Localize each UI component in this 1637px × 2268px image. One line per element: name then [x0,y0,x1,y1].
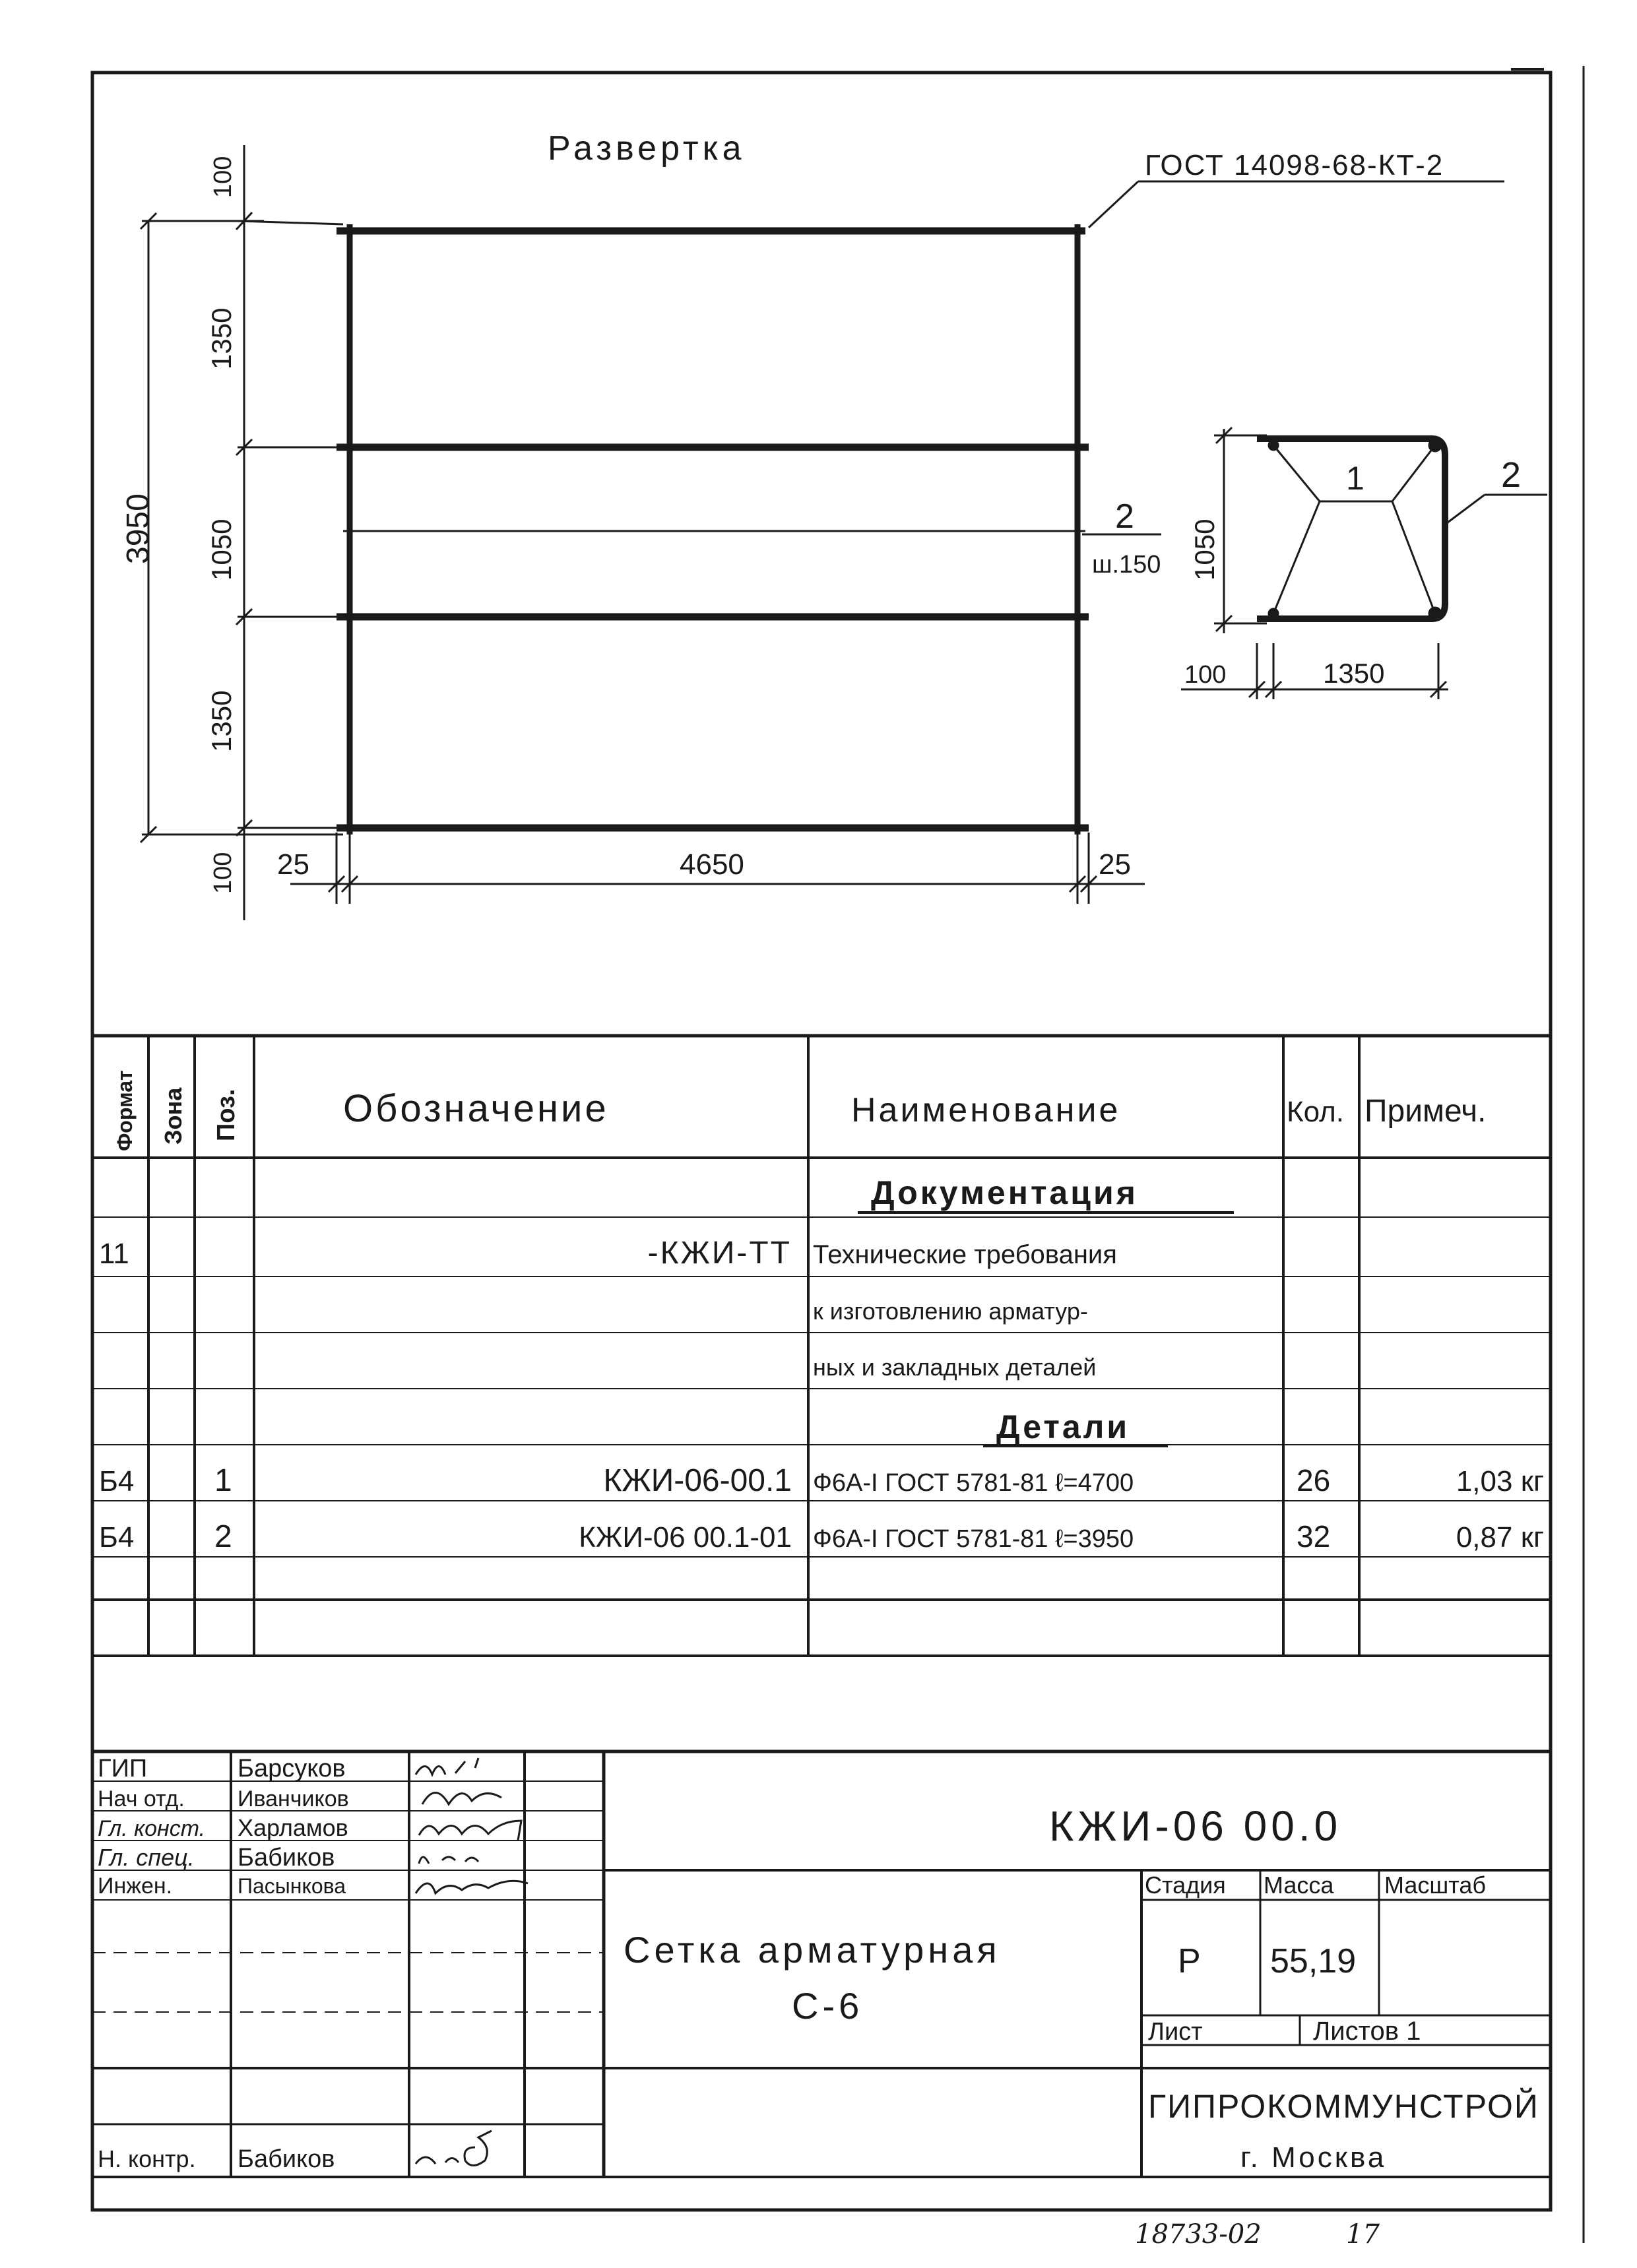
section-height: 1050 [1189,519,1220,581]
dim-span-lower: 1350 [206,690,237,752]
org-name: ГИПРОКОММУНСТРОЙ [1148,2088,1539,2125]
sheets-label: Листов 1 [1313,2017,1421,2046]
drawing-title: Развертка [548,129,746,168]
col-header-note: Примеч. [1364,1094,1487,1129]
item-name-line2: С-6 [792,1985,864,2027]
role-chief-constructor: Гл. конст. [98,1816,206,1841]
section-parts: Детали [996,1408,1130,1445]
role-gip: ГИП [98,1755,148,1782]
doc-row-designation: -КЖИ-ТТ [647,1236,792,1271]
dim-span-middle: 1050 [206,519,237,581]
bar-callout [1082,181,1504,534]
dim-left-offset: 25 [277,848,309,881]
role-engineer: Инжен. [98,1874,173,1899]
item-name-line1: Сетка арматурная [624,1929,1001,1970]
doc-code: КЖИ-06 00.0 [1049,1802,1342,1850]
section-margin: 100 [1184,661,1227,689]
part-note: 1,03 кг [1456,1465,1544,1497]
section-docs: Документация [871,1174,1138,1211]
spec-table-grid [92,1036,1551,1656]
dim-right-offset: 25 [1099,848,1131,881]
part-format: Б4 [99,1521,135,1554]
dim-overall-height: 3950 [121,493,156,564]
bar-callout-pitch: ш.150 [1092,551,1161,579]
col-header-format: Формат [113,1070,137,1151]
col-header-zone: Зона [160,1087,187,1145]
name-chief-specialist: Бабиков [238,1844,335,1872]
name-chief-constructor: Харламов [238,1814,348,1841]
doc-row-name-line2: к изготовлению арматур- [813,1298,1088,1325]
bar-callout-pos: 2 [1115,497,1134,536]
name-norm-control: Бабиков [238,2145,335,2173]
part-format: Б4 [99,1465,135,1497]
section-width: 1350 [1323,658,1385,689]
section-pos1: 1 [1346,460,1364,497]
part-pos: 1 [214,1463,232,1498]
mass-label: Масса [1264,1872,1334,1899]
sheet-label: Лист [1148,2018,1203,2046]
doc-row-name-line3: ных и закладных деталей [813,1354,1097,1381]
doc-row-name-line1: Технические требования [813,1240,1117,1269]
dim-top-margin: 100 [209,156,237,198]
doc-row-format: 11 [99,1238,129,1270]
dim-span-upper: 1350 [206,307,237,369]
signatures [416,1758,528,2166]
part-designation: КЖИ-06 00.1-01 [579,1521,792,1554]
col-header-qty: Кол. [1287,1096,1345,1128]
col-header-designation: Обозначение [343,1087,609,1130]
part-qty: 26 [1297,1463,1331,1497]
stage-label: Стадия [1145,1872,1226,1899]
role-norm-control: Н. контр. [98,2145,196,2172]
role-head-dept: Нач отд. [98,1786,185,1811]
name-head-dept: Иванчиков [238,1786,349,1811]
col-header-pos: Поз. [212,1088,240,1141]
part-name: Ф6А-I ГОСТ 5781-81 ℓ=4700 [813,1469,1134,1497]
org-city: г. Москва [1240,2141,1387,2174]
standard-callout: ГОСТ 14098-68-КТ-2 [1145,149,1444,181]
part-qty: 32 [1297,1519,1331,1554]
part-note: 0,87 кг [1456,1521,1544,1554]
dim-width: 4650 [680,848,744,881]
name-gip: Барсуков [238,1755,346,1782]
stage-value: Р [1178,1942,1201,1980]
part-pos: 2 [214,1519,232,1554]
section-pos2: 2 [1501,455,1522,495]
mesh-drawing [337,224,1089,835]
page-number: 17 [1346,2219,1380,2250]
role-chief-specialist: Гл. спец. [98,1844,195,1871]
table-row [99,1463,1544,1498]
dim-bottom-margin: 100 [209,852,237,894]
scale-label: Масштаб [1384,1872,1487,1899]
table-row [99,1519,1544,1554]
dimension-chain-vertical [141,145,343,920]
mass-value: 55,19 [1270,1942,1357,1980]
inventory-number: 18733-02 [1135,2219,1262,2250]
part-name: Ф6А-I ГОСТ 5781-81 ℓ=3950 [813,1525,1134,1553]
part-designation: КЖИ-06-00.1 [603,1463,792,1498]
name-engineer: Пасынкова [238,1874,346,1898]
col-header-name: Наименование [851,1091,1121,1129]
